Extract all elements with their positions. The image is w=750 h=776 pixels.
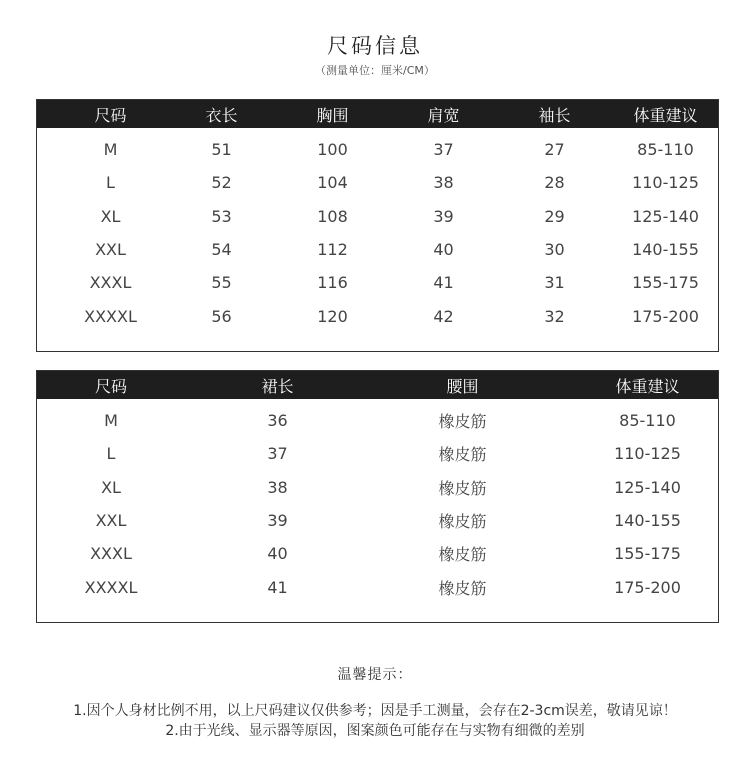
- table-row: [37, 437, 718, 470]
- table-body: [37, 399, 718, 604]
- table-cell: 155-175: [614, 544, 681, 564]
- table-cell: 橡皮筋: [438, 412, 487, 432]
- table-cell: 30: [544, 240, 565, 260]
- table-cell: 橡皮筋: [438, 578, 487, 598]
- table-cell: 41: [267, 577, 288, 597]
- table-cell: L: [106, 173, 115, 193]
- table-cell: 112: [317, 240, 348, 260]
- table-cell: 28: [544, 173, 565, 193]
- table-cell: 36: [267, 411, 288, 431]
- header-cell: 衣长: [205, 105, 238, 125]
- header-cell: 胸围: [316, 105, 349, 125]
- header-cell: 体重建议: [633, 105, 698, 125]
- table-row: [37, 166, 718, 199]
- table-row: [37, 504, 718, 537]
- table-header: [37, 371, 718, 399]
- table-body: [37, 128, 718, 333]
- table-cell: XXL: [95, 511, 127, 531]
- table-cell: 橡皮筋: [438, 445, 487, 465]
- table-cell: 155-175: [632, 273, 699, 293]
- table-cell: 39: [267, 511, 288, 531]
- size-table-top: [36, 99, 719, 352]
- table-cell: 40: [433, 240, 454, 260]
- table-cell: 140-155: [632, 240, 699, 260]
- table-cell: 125-140: [614, 477, 681, 497]
- table-cell: 31: [544, 273, 565, 293]
- tip-line-2: 2.由于光线、显示器等原因，图案颜色可能存在与实物有细微的差别: [165, 723, 585, 739]
- table-row: [37, 537, 718, 570]
- table-cell: 116: [317, 273, 348, 293]
- table-cell: 37: [267, 444, 288, 464]
- table-cell: L: [106, 444, 116, 464]
- table-cell: 85-110: [637, 140, 694, 160]
- header-cell: 腰围: [446, 376, 479, 396]
- header-cell: 裙长: [261, 376, 294, 396]
- table-cell: 110-125: [632, 173, 699, 193]
- table-cell: 橡皮筋: [438, 545, 487, 565]
- table-cell: 27: [544, 140, 565, 160]
- table-row: [37, 133, 718, 166]
- tips-title: 温馨提示：: [337, 667, 413, 683]
- table-cell: 110-125: [614, 444, 681, 464]
- size-table-bottom: [36, 370, 719, 623]
- table-cell: 140-155: [614, 511, 681, 531]
- tip-line-1: 1.因个人身材比例不用，以上尺码建议仅供参考；因是手工测量，会存在2-3cm误差，敬请见谅！: [73, 703, 677, 719]
- table-cell: 120: [317, 306, 348, 326]
- table-cell: 40: [267, 544, 288, 564]
- page-subtitle: （测量单位：厘米/CM）: [315, 64, 435, 77]
- table-cell: 51: [211, 140, 232, 160]
- table-cell: 29: [544, 206, 565, 226]
- table-cell: 54: [211, 240, 232, 260]
- table-row: [37, 299, 718, 332]
- table-cell: 38: [433, 173, 454, 193]
- table-cell: 41: [433, 273, 454, 293]
- table-cell: 52: [211, 173, 232, 193]
- table-cell: XL: [100, 206, 121, 226]
- table-row: [37, 471, 718, 504]
- table-cell: XXXL: [89, 273, 132, 293]
- table-cell: 53: [211, 206, 232, 226]
- table-cell: 108: [317, 206, 348, 226]
- table-cell: 175-200: [614, 577, 681, 597]
- table-cell: 42: [433, 306, 454, 326]
- table-cell: 32: [544, 306, 565, 326]
- header-cell: 尺码: [94, 105, 127, 125]
- table-row: [37, 404, 718, 437]
- table-row: [37, 266, 718, 299]
- header-cell: 尺码: [94, 376, 127, 396]
- table-cell: 55: [211, 273, 232, 293]
- table-cell: M: [104, 411, 118, 431]
- table-cell: 38: [267, 477, 288, 497]
- header-cell: 肩宽: [427, 105, 460, 125]
- table-cell: 175-200: [632, 306, 699, 326]
- table-cell: 85-110: [619, 411, 676, 431]
- table-cell: 橡皮筋: [438, 512, 487, 532]
- table-cell: 37: [433, 140, 454, 160]
- table-cell: XL: [101, 477, 121, 497]
- table-cell: 56: [211, 306, 232, 326]
- table-cell: 125-140: [632, 206, 699, 226]
- table-cell: XXXXL: [84, 306, 137, 326]
- table-cell: XXL: [95, 240, 126, 260]
- header-cell: 体重建议: [615, 376, 680, 396]
- table-row: [37, 570, 718, 603]
- table-header: [37, 100, 718, 128]
- table-cell: XXXXL: [84, 577, 138, 597]
- header-cell: 袖长: [538, 105, 571, 125]
- table-cell: 橡皮筋: [438, 478, 487, 498]
- table-row: [37, 200, 718, 233]
- table-cell: XXXL: [90, 544, 132, 564]
- table-cell: 100: [317, 140, 348, 160]
- table-cell: 39: [433, 206, 454, 226]
- page-title: 尺码信息: [327, 34, 423, 58]
- table-cell: M: [103, 140, 118, 160]
- table-cell: 104: [317, 173, 348, 193]
- table-row: [37, 233, 718, 266]
